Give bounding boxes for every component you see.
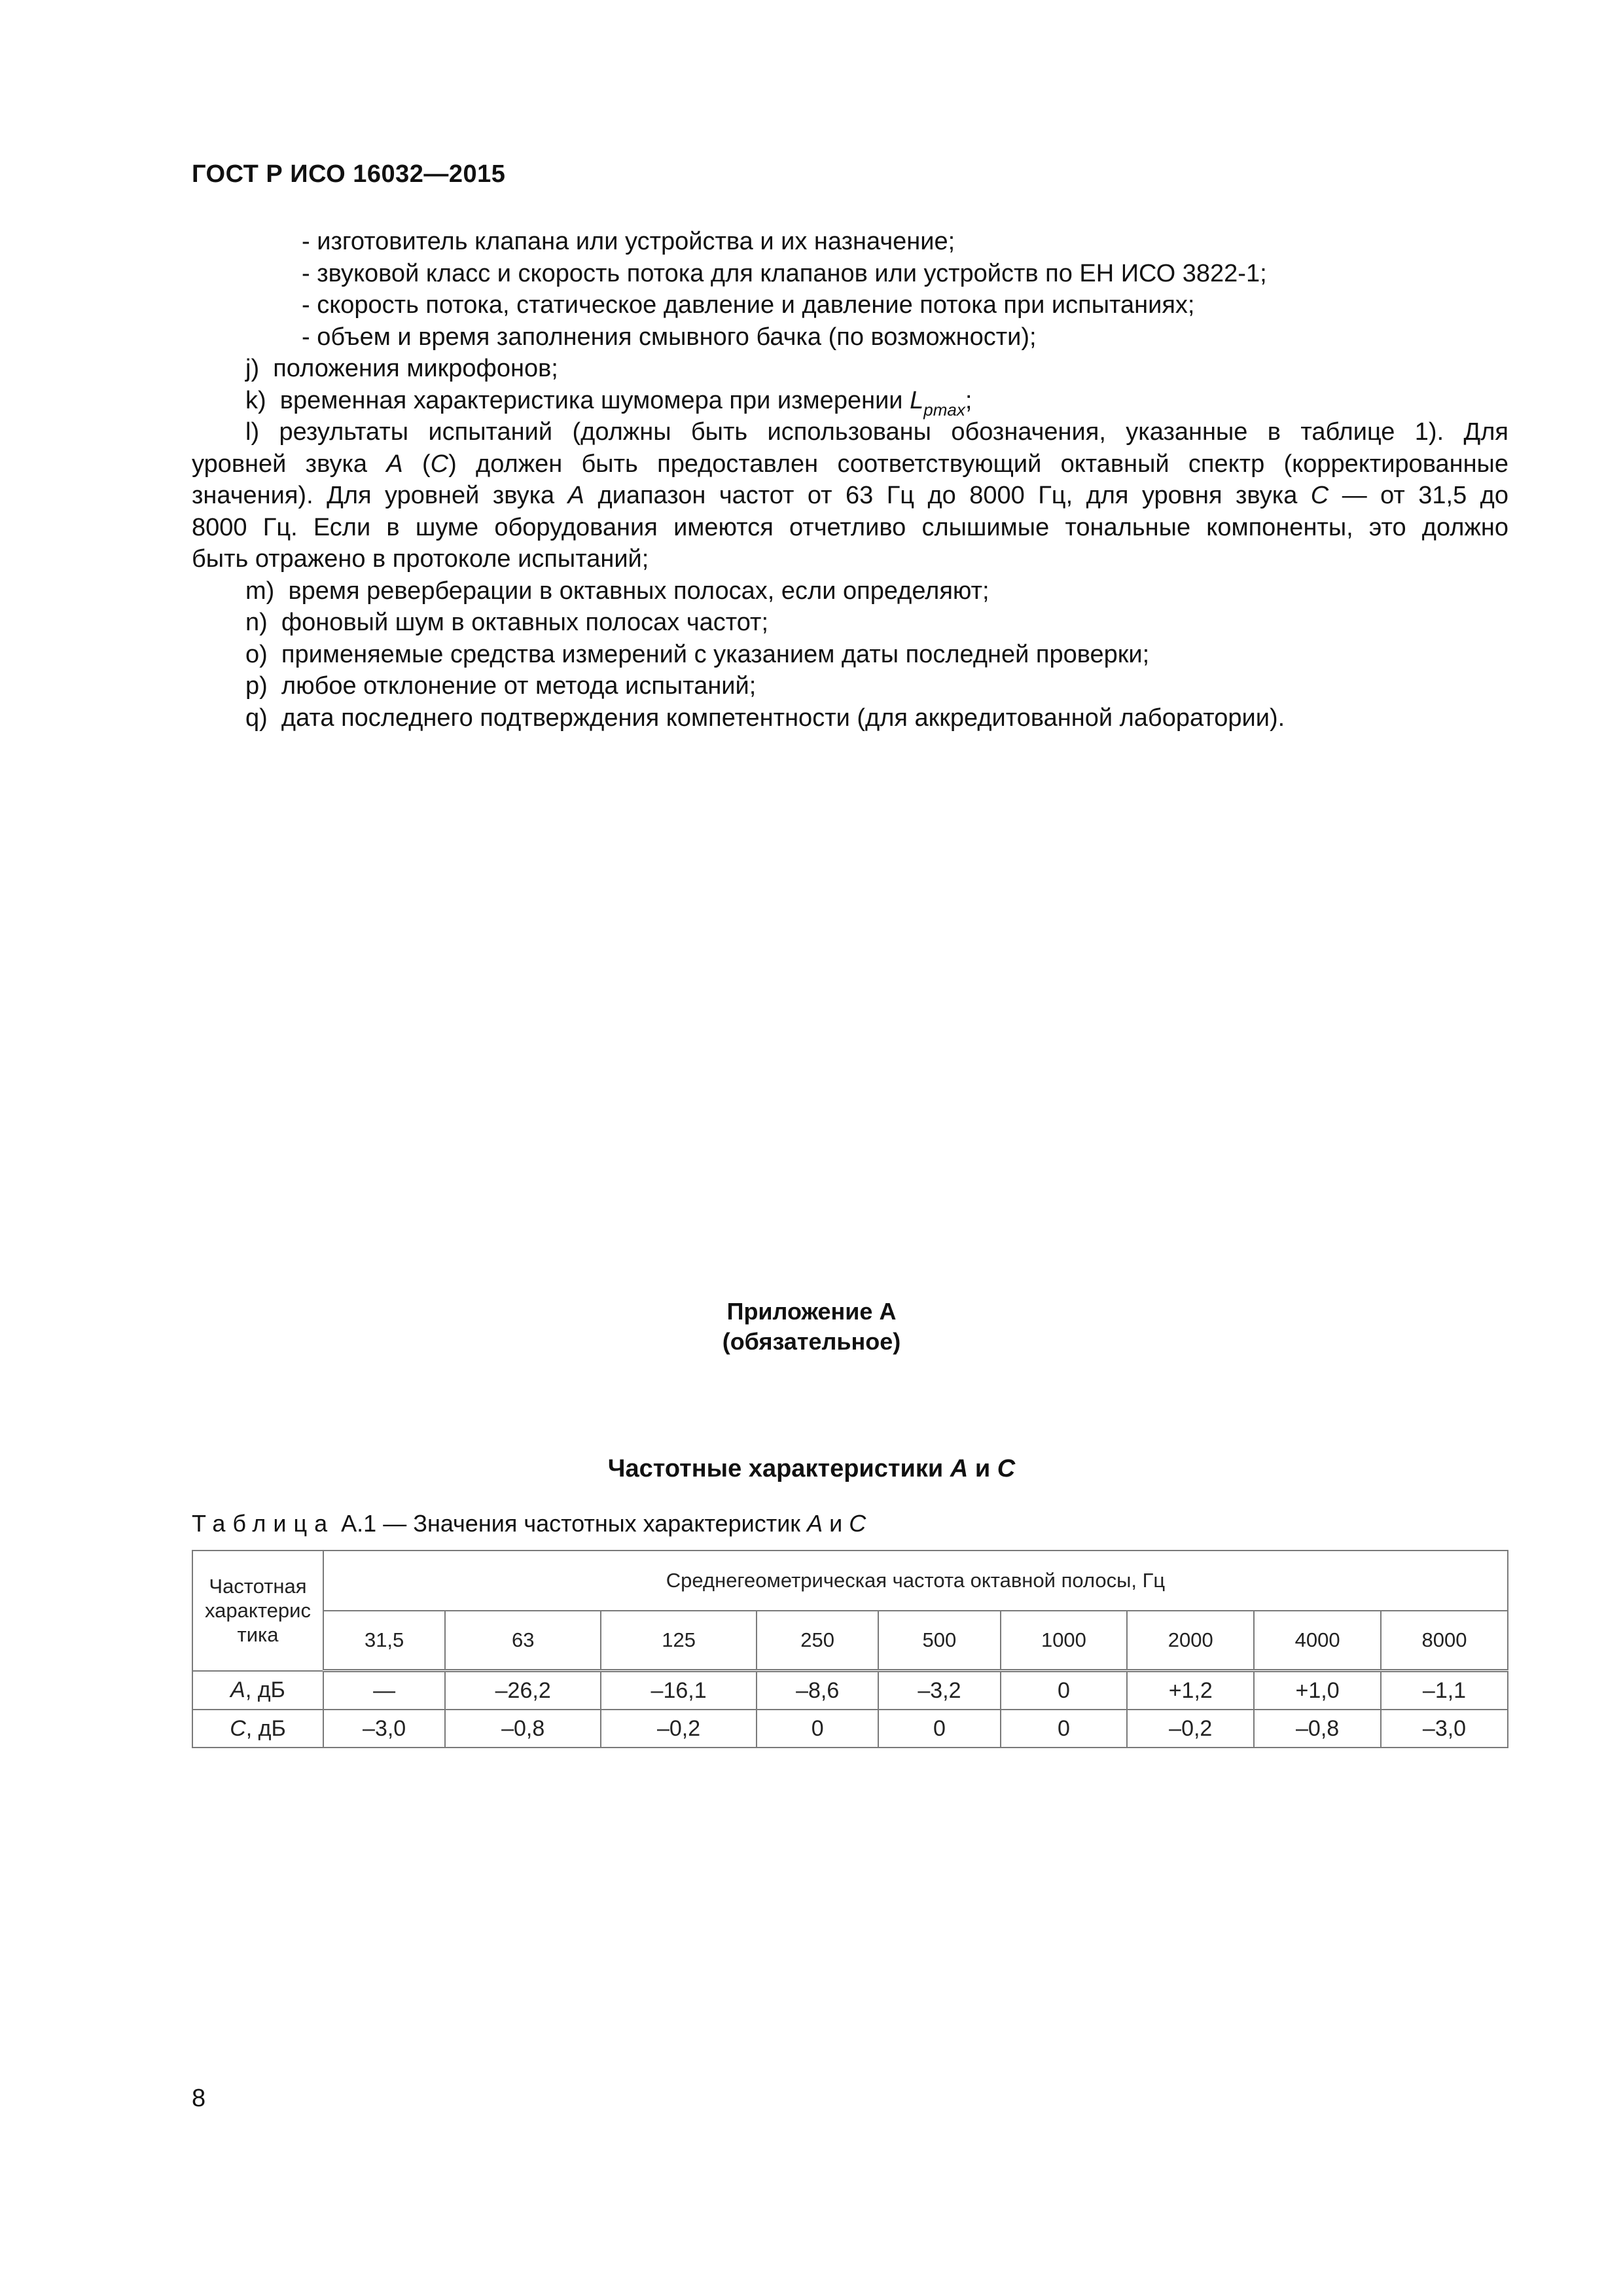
symbol-subscript: pmax [923,399,965,420]
list-item-q: q) дата последнего подтверждения компетентности (для аккредитованной лаборатории). [245,704,1285,732]
document-header: ГОСТ Р ИСО 16032—2015 [192,160,506,188]
dash-item: - изготовитель клапана или устройства и их назначение; [302,228,955,255]
list-item-o: o) применяемые средства измерений с указанием даты последней проверки; [245,640,1150,668]
value-cell: –0,8 [445,1710,601,1748]
item-text: положения микрофонов; [273,355,558,382]
table-header-row [192,1551,1508,1611]
section-title: Частотные характеристики A и C [607,1455,1016,1482]
item-marker: j) [245,355,260,382]
frequency-cell: 250 [757,1611,878,1671]
value-cell: 0 [878,1710,1000,1748]
value-cell: –3,0 [323,1710,445,1748]
value-cell: –26,2 [445,1671,601,1710]
frequency-cell: 63 [445,1611,601,1671]
appendix-title: Приложение А [726,1298,897,1325]
value-cell: 0 [1001,1710,1128,1748]
list-item-l [192,416,1508,575]
group-header-cell: Среднегеометрическая частота октавной полосы, Гц [323,1551,1508,1611]
list-item-p: p) любое отклонение от метода испытаний; [245,672,757,700]
paragraph-line: уровней звука A (C) должен быть предоставлен соответствующий октавный спектр (корректированные [192,450,1508,478]
frequency-cell: 4000 [1254,1611,1381,1671]
value-cell: –3,0 [1381,1710,1508,1748]
value-cell: –0,2 [601,1710,757,1748]
item-marker: k) [245,386,266,414]
value-cell: +1,0 [1254,1671,1381,1710]
paragraph-line: l) результаты испытаний (должны быть использованы обозначения, указанные в таблице 1). Для [245,418,1508,446]
value-cell: –3,2 [878,1671,1000,1710]
value-cell: — [323,1671,445,1710]
value-cell: 0 [1001,1671,1128,1710]
frequency-table [192,1550,1508,1748]
appendix-heading [0,1297,1623,1357]
table-row [192,1671,1508,1710]
row-label-a: A, дБ [192,1671,323,1710]
frequency-cell: 1000 [1001,1611,1128,1671]
list-item-n: n) фоновый шум в октавных полосах частот; [245,609,769,636]
value-cell: +1,2 [1127,1671,1254,1710]
value-cell: –1,1 [1381,1671,1508,1710]
body-text [192,226,1508,734]
paragraph-line: 8000 Гц. Если в шуме оборудования имеются отчетливо слышимые тональные компоненты, это должно [192,513,1508,541]
value-cell: –0,2 [1127,1710,1254,1748]
table-row [192,1710,1508,1748]
dash-item: - скорость потока, статическое давление и давление потока при испытаниях; [302,291,1195,319]
frequency-row [192,1611,1508,1671]
frequency-cell: 125 [601,1611,757,1671]
caption-label: Таблица [192,1510,335,1537]
symbol-l: L [910,386,924,414]
list-item-j [192,353,1508,385]
dash-item: - звуковой класс и скорость потока для клапанов или устройств по ЕН ИСО 3822-1; [302,259,1267,287]
item-text: временная характеристика шумомера при измерении [279,386,910,414]
frequency-cell: 31,5 [323,1611,445,1671]
value-cell: –8,6 [757,1671,878,1710]
row-label-c: C, дБ [192,1710,323,1748]
appendix-status: (обязательное) [722,1328,901,1355]
frequency-cell: 500 [878,1611,1000,1671]
value-cell: –0,8 [1254,1710,1381,1748]
frequency-cell: 2000 [1127,1611,1254,1671]
dash-item: - объем и время заполнения смывного бачка (по возможности); [302,323,1037,351]
list-item-m: m) время реверберации в октавных полосах, если определяют; [245,577,990,605]
paragraph-line: быть отражено в протоколе испытаний; [192,545,649,573]
value-cell: –16,1 [601,1671,757,1710]
row-header-cell: Частотная характерис тика [192,1551,323,1671]
paragraph-line: значения). Для уровней звука A диапазон частот от 63 Гц до 8000 Гц, для уровня звука C — от 31,5 до [192,482,1508,509]
page-number: 8 [192,2085,206,2112]
table-caption: Таблица А.1 — Значения частотных характеристик A и C [192,1510,866,1537]
list-item-k: k) временная характеристика шумомера при измерении $L_{pmax}$; [245,386,972,420]
value-cell: 0 [757,1710,878,1748]
frequency-cell: 8000 [1381,1611,1508,1671]
